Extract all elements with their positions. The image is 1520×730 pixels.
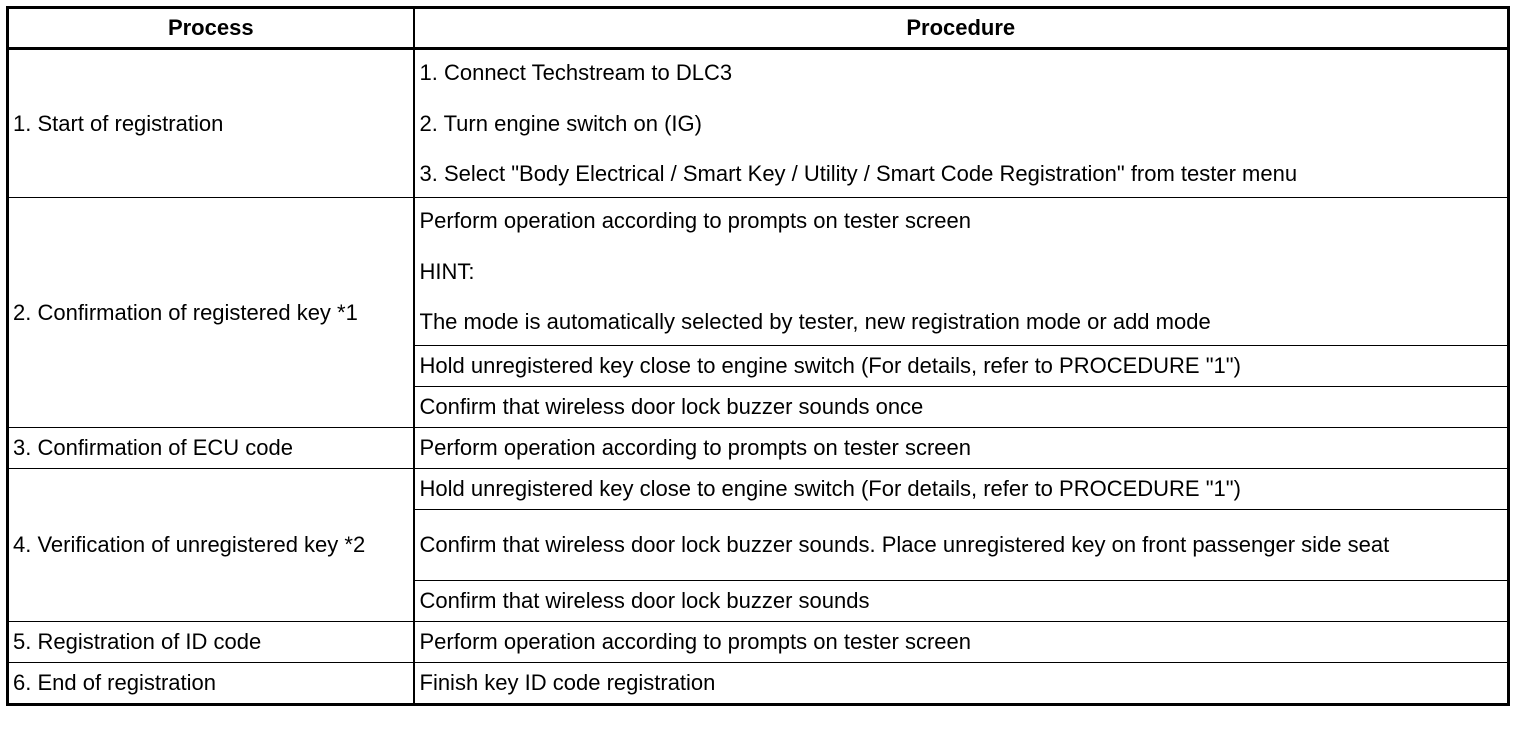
procedure-step: 2. Turn engine switch on (IG)	[419, 110, 702, 136]
procedure-step: 1. Connect Techstream to DLC3	[419, 60, 733, 85]
procedure-step: Hold unregistered key close to engine switch (For details, refer to PROCEDURE "1")	[419, 476, 1241, 501]
procedure-cell	[414, 49, 1509, 198]
table-row-registration-id-code	[8, 622, 1509, 663]
hint-label: HINT:	[419, 258, 475, 284]
procedure-cell	[414, 346, 1509, 387]
procedure-step: Finish key ID code registration	[419, 670, 716, 695]
procedure-cell	[414, 387, 1509, 428]
procedure-cell	[414, 510, 1509, 581]
table-header-row	[8, 8, 1509, 49]
process-cell: 2. Confirmation of registered key *1	[8, 198, 414, 428]
header-process: Process	[8, 8, 414, 49]
procedure-step: Confirm that wireless door lock buzzer sounds. Place unregistered key on front passenger side seat	[419, 532, 1390, 557]
procedure-cell	[414, 469, 1509, 510]
procedure-step: Hold unregistered key close to engine switch (For details, refer to PROCEDURE "1")	[419, 353, 1241, 378]
table-row-start-of-registration	[8, 49, 1509, 198]
header-procedure: Procedure	[414, 8, 1509, 49]
process-cell: 4. Verification of unregistered key *2	[8, 469, 414, 622]
procedure-step: Perform operation according to prompts on tester screen	[419, 435, 971, 460]
procedure-step: Perform operation according to prompts on tester screen	[419, 208, 971, 233]
procedure-cell	[414, 663, 1509, 705]
procedure-cell	[414, 622, 1509, 663]
procedure-cell	[414, 428, 1509, 469]
process-label: 3. Confirmation of ECU code	[13, 435, 294, 460]
registration-procedure-table	[6, 6, 1510, 706]
procedure-step: Perform operation according to prompts on tester screen	[419, 629, 971, 654]
table-row-end-of-registration	[8, 663, 1509, 705]
process-cell	[8, 428, 414, 469]
process-label: 5. Registration of ID code	[13, 629, 262, 654]
procedure-step: Confirm that wireless door lock buzzer sounds once	[419, 394, 924, 419]
procedure-cell	[414, 198, 1509, 346]
table-row-confirmation-ecu-code	[8, 428, 1509, 469]
hint-text: The mode is automatically selected by tester, new registration mode or add mode	[419, 309, 1211, 334]
process-label: 6. End of registration	[13, 670, 217, 695]
table-row-verification-unregistered-key	[8, 469, 1509, 510]
process-cell	[8, 622, 414, 663]
table-row-confirmation-registered-key	[8, 198, 1509, 346]
procedure-cell	[414, 581, 1509, 622]
procedure-step: Confirm that wireless door lock buzzer sounds	[419, 588, 870, 613]
process-cell: 1. Start of registration	[8, 49, 414, 198]
process-cell	[8, 663, 414, 705]
registration-table-wrapper	[6, 6, 1507, 706]
procedure-step: 3. Select "Body Electrical / Smart Key / Utility / Smart Code Registration" from tester menu	[419, 161, 1298, 186]
